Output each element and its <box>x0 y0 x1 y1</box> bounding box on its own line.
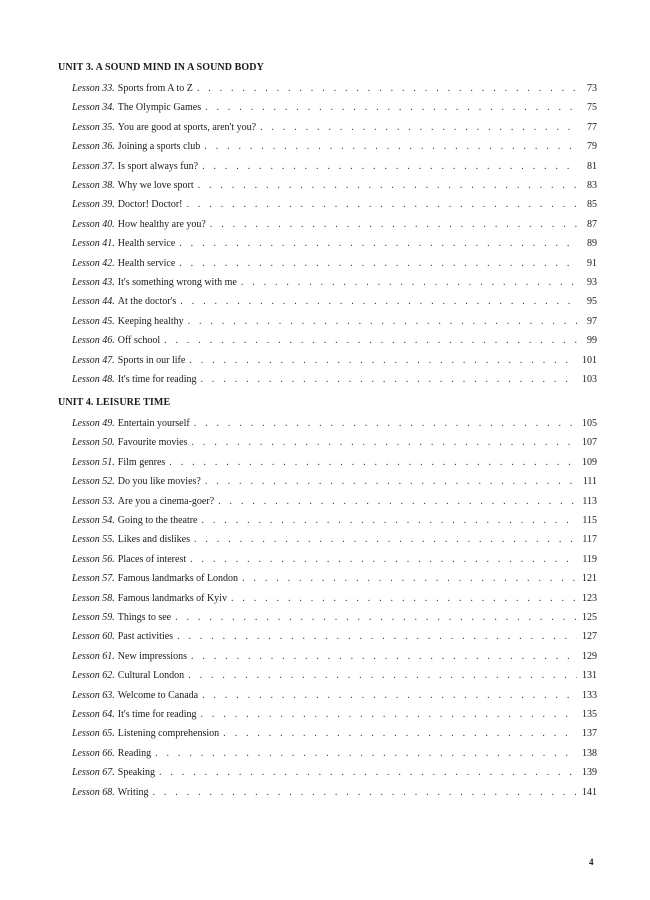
page-ref: 85 <box>587 199 597 211</box>
toc-row <box>72 371 597 385</box>
dot-leader <box>179 258 577 269</box>
dot-leader <box>192 437 577 448</box>
page-ref: 119 <box>582 553 597 565</box>
lesson-number: Lesson 55. <box>72 534 115 546</box>
lesson-number: Lesson 42. <box>72 257 115 269</box>
dot-leader <box>179 238 577 249</box>
lesson-number: Lesson 56. <box>72 553 115 565</box>
lesson-title: Sports from A to Z <box>117 83 193 94</box>
lesson-title: It's time for reading <box>117 709 197 720</box>
toc-row <box>72 434 597 448</box>
lesson-number: Lesson 66. <box>72 747 115 759</box>
lesson-title: Sports in our life <box>117 354 186 366</box>
lesson-title: Entertain yourself <box>117 418 190 429</box>
dot-leader <box>187 199 578 210</box>
page-ref: 73 <box>587 83 597 94</box>
dot-leader <box>202 690 577 701</box>
page-ref: 97 <box>587 315 597 327</box>
toc-row <box>72 177 597 191</box>
lesson-number: Lesson 41. <box>72 238 115 250</box>
lesson-title: New impressions <box>117 650 187 662</box>
dot-leader <box>210 219 577 230</box>
lesson-number: Lesson 59. <box>72 612 115 623</box>
toc-row <box>72 332 597 346</box>
lesson-number: Lesson 62. <box>72 670 115 682</box>
toc-row <box>72 454 597 468</box>
lesson-title: You are good at sports, aren't you? <box>117 121 257 133</box>
page-ref: 87 <box>587 218 597 230</box>
lesson-number: Lesson 47. <box>72 354 115 366</box>
dot-leader <box>204 141 577 152</box>
page-ref: 99 <box>587 335 597 347</box>
lesson-title: Do you like movies? <box>117 476 201 488</box>
dot-leader <box>164 335 577 346</box>
dot-leader <box>197 83 577 94</box>
page-ref: 101 <box>582 354 597 366</box>
lesson-title: Off school <box>117 335 161 347</box>
page-ref: 138 <box>582 747 597 759</box>
toc-row <box>72 473 597 487</box>
lesson-title: It's time for reading <box>117 374 197 385</box>
lesson-title: Writing <box>117 786 149 798</box>
page-ref: 115 <box>582 515 597 526</box>
page-ref: 93 <box>587 277 597 288</box>
lesson-title: Are you a cinema-goer? <box>117 495 215 507</box>
lesson-number: Lesson 48. <box>72 374 115 385</box>
page-ref: 133 <box>582 689 597 701</box>
lesson-number: Lesson 64. <box>72 709 115 720</box>
dot-leader <box>241 277 577 288</box>
page-ref: 91 <box>587 257 597 269</box>
lesson-number: Lesson 52. <box>72 476 115 488</box>
page-ref: 129 <box>582 650 597 662</box>
dot-leader <box>194 534 577 545</box>
lesson-title: Famous landmarks of Kyiv <box>117 592 227 604</box>
dot-leader <box>231 593 577 604</box>
dot-leader <box>191 651 577 662</box>
toc-row <box>72 293 597 307</box>
toc-row <box>72 80 597 94</box>
toc-row <box>72 687 597 701</box>
dot-leader <box>202 161 577 172</box>
lesson-number: Lesson 36. <box>72 141 115 153</box>
lesson-number: Lesson 58. <box>72 592 115 604</box>
lesson-title: Why we love sport <box>117 180 194 191</box>
unit-heading: UNIT 4. LEISURE TIME <box>58 397 171 408</box>
lesson-number: Lesson 54. <box>72 515 115 526</box>
page-ref: 117 <box>582 534 597 546</box>
lesson-title: Is sport always fun? <box>117 160 199 172</box>
page-number: 4 <box>589 857 594 867</box>
dot-leader <box>188 316 577 327</box>
toc-row <box>72 764 597 778</box>
dot-leader <box>201 374 577 385</box>
toc-row <box>72 352 597 366</box>
page-ref: 135 <box>582 709 597 720</box>
lesson-title: Past activities <box>117 631 174 643</box>
lesson-title: Speaking <box>117 767 156 779</box>
page-ref: 95 <box>587 296 597 308</box>
lesson-title: Health service <box>117 238 176 250</box>
dot-leader <box>153 787 578 798</box>
toc-row <box>72 493 597 507</box>
dot-leader <box>188 670 577 681</box>
dot-leader <box>169 457 577 468</box>
dot-leader <box>202 515 578 526</box>
toc-row <box>72 512 597 526</box>
page-ref: 111 <box>582 476 597 488</box>
lesson-number: Lesson 60. <box>72 631 115 643</box>
toc-row <box>72 745 597 759</box>
toc-row <box>72 216 597 230</box>
unit-heading: UNIT 3. A SOUND MIND IN A SOUND BODY <box>58 62 264 73</box>
toc-row <box>72 415 597 429</box>
page-ref: 107 <box>582 437 597 449</box>
toc-row <box>72 628 597 642</box>
lesson-title: Film genres <box>117 456 166 468</box>
toc-row <box>72 196 597 210</box>
lesson-title: Going to the theatre <box>117 515 198 526</box>
page-ref: 123 <box>582 592 597 604</box>
lesson-number: Lesson 45. <box>72 315 115 327</box>
page-ref: 121 <box>582 573 597 585</box>
dot-leader <box>190 554 577 565</box>
lesson-title: Places of interest <box>117 553 187 565</box>
dot-leader <box>175 612 577 623</box>
lesson-number: Lesson 57. <box>72 573 115 585</box>
dot-leader <box>198 180 577 191</box>
toc-row <box>72 274 597 288</box>
lesson-number: Lesson 68. <box>72 786 115 798</box>
toc-row <box>72 255 597 269</box>
lesson-title: Welcome to Canada <box>117 689 199 701</box>
lesson-number: Lesson 46. <box>72 335 115 347</box>
toc-row <box>72 667 597 681</box>
page-ref: 83 <box>587 180 597 191</box>
page-ref: 127 <box>582 631 597 643</box>
page-ref: 79 <box>587 141 597 153</box>
lesson-title: Cultural London <box>117 670 185 682</box>
toc-row <box>72 313 597 327</box>
lesson-title: Joining a sports club <box>117 141 201 153</box>
lesson-number: Lesson 61. <box>72 650 115 662</box>
page-ref: 109 <box>582 456 597 468</box>
toc-row <box>72 531 597 545</box>
page-ref: 137 <box>582 728 597 740</box>
dot-leader <box>155 748 577 759</box>
lesson-title: At the doctor's <box>117 296 177 308</box>
dot-leader <box>205 102 577 113</box>
lesson-title: Reading <box>117 747 152 759</box>
lesson-number: Lesson 33. <box>72 83 115 94</box>
page-ref: 141 <box>582 786 597 798</box>
toc-row <box>72 158 597 172</box>
lesson-title: Listening comprehension <box>117 728 220 740</box>
toc-row <box>72 570 597 584</box>
page-ref: 89 <box>587 238 597 250</box>
dot-leader <box>180 296 577 307</box>
lesson-title: Health service <box>117 257 176 269</box>
lesson-number: Lesson 40. <box>72 218 115 230</box>
dot-leader <box>218 496 577 507</box>
lesson-number: Lesson 38. <box>72 180 115 191</box>
dot-leader <box>159 767 577 778</box>
lesson-title: The Olympic Games <box>117 102 202 114</box>
dot-leader <box>223 728 577 739</box>
toc-row <box>72 706 597 720</box>
toc-row <box>72 99 597 113</box>
lesson-title: Famous landmarks of London <box>117 573 239 585</box>
dot-leader <box>205 476 577 487</box>
lesson-number: Lesson 63. <box>72 689 115 701</box>
lesson-number: Lesson 34. <box>72 102 115 114</box>
lesson-title: It's something wrong with me <box>117 277 237 288</box>
lesson-title: Things to see <box>117 612 172 623</box>
lesson-number: Lesson 37. <box>72 160 115 172</box>
lesson-title: Favourite movies <box>117 437 188 449</box>
toc-row <box>72 138 597 152</box>
lesson-number: Lesson 39. <box>72 199 115 211</box>
toc-row <box>72 609 597 623</box>
lesson-title: Keeping healthy <box>117 315 184 327</box>
lesson-title: How healthy are you? <box>117 218 206 230</box>
lesson-number: Lesson 50. <box>72 437 115 449</box>
toc-row <box>72 648 597 662</box>
dot-leader <box>260 122 577 133</box>
toc-row <box>72 784 597 798</box>
page-ref: 105 <box>582 418 597 429</box>
dot-leader <box>242 573 577 584</box>
lesson-number: Lesson 53. <box>72 495 115 507</box>
page-ref: 103 <box>582 374 597 385</box>
dot-leader <box>189 355 577 366</box>
toc-row <box>72 119 597 133</box>
page-ref: 81 <box>587 160 597 172</box>
lesson-title: Doctor! Doctor! <box>117 199 183 211</box>
page-ref: 113 <box>582 495 597 507</box>
dot-leader <box>177 631 577 642</box>
lesson-number: Lesson 49. <box>72 418 115 429</box>
lesson-number: Lesson 43. <box>72 277 115 288</box>
lesson-number: Lesson 44. <box>72 296 115 308</box>
toc-row <box>72 235 597 249</box>
page-ref: 75 <box>587 102 597 114</box>
dot-leader <box>201 709 577 720</box>
lesson-title: Likes and dislikes <box>117 534 191 546</box>
lesson-number: Lesson 65. <box>72 728 115 740</box>
lesson-number: Lesson 51. <box>72 456 115 468</box>
toc-row <box>72 551 597 565</box>
dot-leader <box>194 418 577 429</box>
page-ref: 77 <box>587 121 597 133</box>
toc-row <box>72 725 597 739</box>
page-ref: 139 <box>582 767 597 779</box>
page-ref: 131 <box>582 670 597 682</box>
lesson-number: Lesson 67. <box>72 767 115 779</box>
page-ref: 125 <box>582 612 597 623</box>
lesson-number: Lesson 35. <box>72 121 115 133</box>
toc-row <box>72 590 597 604</box>
